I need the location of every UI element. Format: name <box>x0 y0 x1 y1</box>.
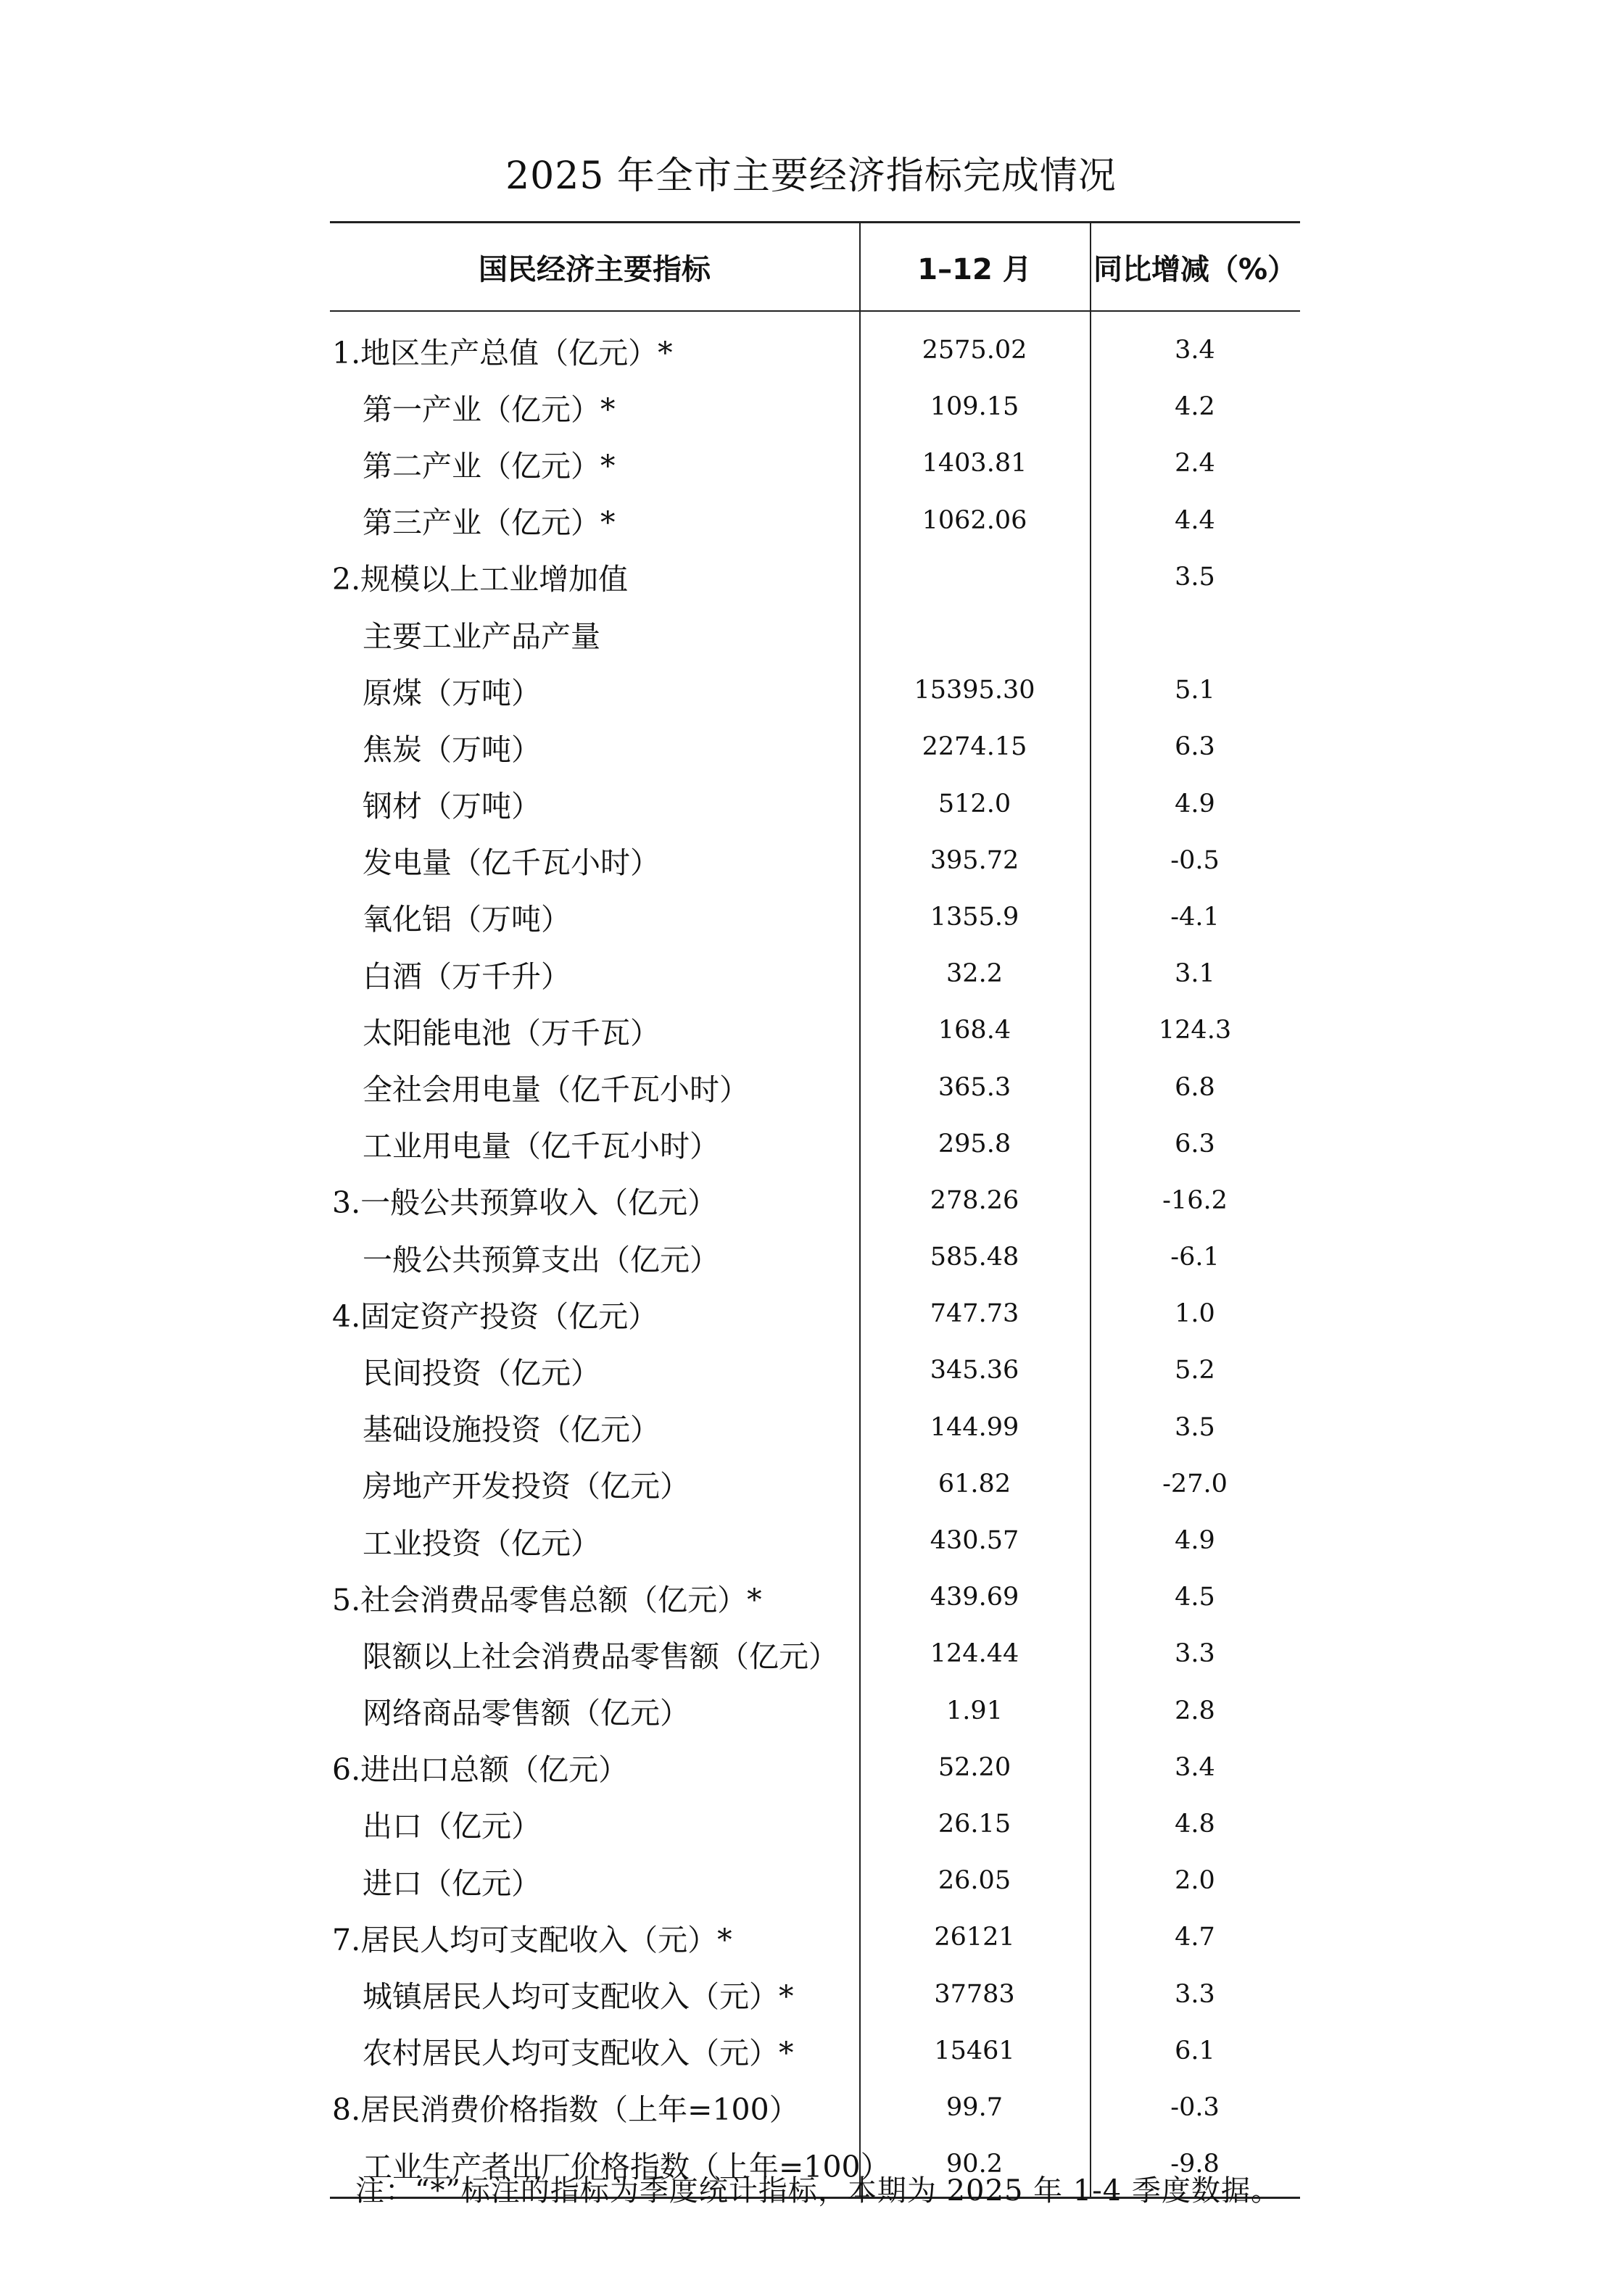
indicator-change: 5.1 <box>1175 676 1215 705</box>
indicator-label: 工业生产者出厂价格指数（上年=100） <box>363 2149 890 2184</box>
indicator-value: 52.20 <box>938 1752 1011 1782</box>
table-row <box>330 1965 1300 2022</box>
table-row <box>330 1625 1300 1682</box>
indicator-label: 限额以上社会消费品零售额（亿元） <box>363 1638 838 1674</box>
indicator-change: 3.4 <box>1175 336 1215 365</box>
table-row <box>330 2023 1300 2079</box>
indicator-label: 原煤（万吨） <box>363 675 541 710</box>
indicator-label: 民间投资（亿元） <box>363 1355 600 1391</box>
table-row <box>330 435 1300 492</box>
indicator-value: 144.99 <box>930 1412 1019 1442</box>
column-divider <box>1090 223 1091 2197</box>
table-row <box>330 378 1300 435</box>
indicator-value: 37783 <box>934 1979 1015 2009</box>
indicator-value: 1403.81 <box>922 449 1027 478</box>
indicator-label: 工业用电量（亿千瓦小时） <box>363 1129 719 1164</box>
indicator-label: 发电量（亿千瓦小时） <box>363 845 660 881</box>
indicator-value: 295.8 <box>938 1129 1011 1159</box>
indicator-change: 6.8 <box>1175 1072 1215 1102</box>
indicator-value: 365.3 <box>938 1072 1011 1102</box>
indicator-change: -16.2 <box>1162 1185 1228 1215</box>
indicator-change: 3.5 <box>1175 1412 1215 1442</box>
table-row <box>330 1512 1300 1569</box>
indicator-value: 109.15 <box>930 392 1019 422</box>
header-period: 1–12 月 <box>917 252 1032 286</box>
table-row <box>330 662 1300 718</box>
indicator-value: 61.82 <box>938 1469 1011 1499</box>
indicator-change: 4.9 <box>1175 1526 1215 1556</box>
indicator-label: 出口（亿元） <box>363 1809 541 1844</box>
indicator-change: 3.4 <box>1175 1752 1215 1782</box>
indicator-value: 439.69 <box>930 1583 1019 1612</box>
indicator-change: 124.3 <box>1158 1016 1232 1045</box>
indicator-change: 6.3 <box>1175 1129 1215 1159</box>
indicator-change: 1.0 <box>1175 1299 1215 1329</box>
indicator-label: 太阳能电池（万千瓦） <box>363 1015 660 1050</box>
indicator-value: 32.2 <box>946 959 1003 989</box>
indicator-label: 农村居民人均可支配收入（元）* <box>363 2036 794 2071</box>
indicator-label: 全社会用电量（亿千瓦小时） <box>363 1072 749 1108</box>
indicator-label: 一般公共预算支出（亿元） <box>363 1242 719 1277</box>
indicator-label: 网络商品零售额（亿元） <box>363 1696 690 1731</box>
indicator-label: 3.一般公共预算收入（亿元） <box>332 1185 718 1221</box>
indicator-change: -6.1 <box>1170 1243 1220 1272</box>
table-row <box>330 1796 1300 1852</box>
table-row <box>330 492 1300 549</box>
column-divider <box>859 223 861 2197</box>
indicator-change: 4.9 <box>1175 789 1215 818</box>
indicator-change: 3.5 <box>1175 562 1215 592</box>
table-row <box>330 1229 1300 1285</box>
table-row <box>330 832 1300 889</box>
table-row <box>330 1058 1300 1115</box>
indicator-change: 4.2 <box>1175 392 1215 422</box>
indicator-value: 278.26 <box>930 1185 1019 1215</box>
table-row <box>330 605 1300 662</box>
header-indicator: 国民经济主要指标 <box>479 252 711 286</box>
indicator-change: 4.8 <box>1175 1809 1215 1839</box>
indicator-change: -0.5 <box>1170 845 1220 875</box>
indicator-change: 6.1 <box>1175 2036 1215 2065</box>
table-row <box>330 1683 1300 1739</box>
indicator-value: 1.91 <box>946 1696 1003 1725</box>
indicator-change: 2.8 <box>1175 1696 1215 1725</box>
table-header <box>330 223 1300 312</box>
indicator-value: 168.4 <box>938 1016 1011 1045</box>
indicator-change: -27.0 <box>1162 1469 1228 1499</box>
indicator-change: 2.0 <box>1175 1866 1215 1896</box>
table-row <box>330 1172 1300 1229</box>
table-row <box>330 776 1300 832</box>
table-row <box>330 945 1300 1002</box>
indicator-label: 第二产业（亿元）* <box>363 448 616 484</box>
indicator-value: 1355.9 <box>930 902 1019 932</box>
indicator-label: 焦炭（万吨） <box>363 732 541 767</box>
indicator-label: 进口（亿元） <box>363 1865 541 1901</box>
table-body <box>330 312 1300 2197</box>
indicator-value: 90.2 <box>946 2150 1003 2179</box>
table-row <box>330 322 1300 378</box>
indicator-value: 585.48 <box>930 1243 1019 1272</box>
table-row <box>330 1342 1300 1398</box>
footnote: 注：“*”标注的指标为季度统计指标，本期为 2025 年 1-4 季度数据。 <box>355 2174 1280 2208</box>
indicator-change: 4.4 <box>1175 505 1215 535</box>
table-row <box>330 1852 1300 1909</box>
indicator-value: 2274.15 <box>922 732 1027 762</box>
indicator-value: 26.05 <box>938 1866 1011 1896</box>
indicator-change: -4.1 <box>1170 902 1220 932</box>
table-row <box>330 1285 1300 1342</box>
indicator-label: 第三产业（亿元）* <box>363 505 616 541</box>
indicator-value: 124.44 <box>930 1639 1019 1669</box>
indicator-value: 15461 <box>934 2036 1015 2065</box>
indicator-label: 氧化铝（万吨） <box>363 902 571 937</box>
table-row <box>330 1909 1300 1965</box>
page-title: 2025 年全市主要经济指标完成情况 <box>505 154 1117 198</box>
table-row <box>330 889 1300 945</box>
indicator-label: 1.地区生产总值（亿元）* <box>332 335 673 370</box>
table-row <box>330 718 1300 775</box>
indicator-change: -0.3 <box>1170 2092 1220 2122</box>
indicator-change: 3.3 <box>1175 1639 1215 1669</box>
indicator-value: 430.57 <box>930 1526 1019 1556</box>
indicator-value: 747.73 <box>930 1299 1019 1329</box>
indicator-change: 4.5 <box>1175 1583 1215 1612</box>
table-row <box>330 1569 1300 1625</box>
indicator-label: 基础设施投资（亿元） <box>363 1412 660 1448</box>
indicator-value: 2575.02 <box>922 336 1027 365</box>
indicator-label: 城镇居民人均可支配收入（元）* <box>363 1979 794 2015</box>
indicator-label: 白酒（万千升） <box>363 958 571 994</box>
indicator-value: 1062.06 <box>922 505 1027 535</box>
indicator-value: 15395.30 <box>914 676 1035 705</box>
table-row <box>330 1002 1300 1058</box>
indicator-change: 3.1 <box>1175 959 1215 989</box>
indicator-table <box>330 221 1300 2199</box>
indicator-value: 345.36 <box>930 1356 1019 1385</box>
indicator-label: 7.居民人均可支配收入（元）* <box>332 1922 732 1957</box>
indicator-label: 4.固定资产投资（亿元） <box>332 1298 658 1334</box>
indicator-value: 26121 <box>934 1923 1015 1952</box>
table-row <box>330 1116 1300 1172</box>
indicator-label: 6.进出口总额（亿元） <box>332 1752 629 1788</box>
indicator-label: 2.规模以上工业增加值 <box>332 562 629 597</box>
header-change: 同比增减（%） <box>1093 252 1297 286</box>
table-row <box>330 1456 1300 1512</box>
indicator-label: 8.居民消费价格指数（上年=100） <box>332 2092 799 2128</box>
indicator-change: 5.2 <box>1175 1356 1215 1385</box>
indicator-change: 4.7 <box>1175 1923 1215 1952</box>
table-row <box>330 549 1300 605</box>
indicator-change: -9.8 <box>1170 2150 1220 2179</box>
indicator-change: 3.3 <box>1175 1979 1215 2009</box>
indicator-label: 房地产开发投资（亿元） <box>363 1469 690 1504</box>
indicator-label: 第一产业（亿元）* <box>363 391 616 427</box>
indicator-label: 5.社会消费品零售总额（亿元）* <box>332 1582 762 1617</box>
indicator-value: 512.0 <box>938 789 1011 818</box>
table-row <box>330 1399 1300 1456</box>
indicator-label: 钢材（万吨） <box>363 789 541 824</box>
table-row <box>330 1739 1300 1796</box>
indicator-value: 26.15 <box>938 1809 1011 1839</box>
indicator-value: 99.7 <box>946 2092 1003 2122</box>
indicator-label: 主要工业产品产量 <box>363 618 600 654</box>
indicator-label: 工业投资（亿元） <box>363 1525 600 1561</box>
table-row <box>330 2079 1300 2136</box>
indicator-value: 395.72 <box>930 845 1019 875</box>
indicator-change: 6.3 <box>1175 732 1215 762</box>
indicator-change: 2.4 <box>1175 449 1215 478</box>
